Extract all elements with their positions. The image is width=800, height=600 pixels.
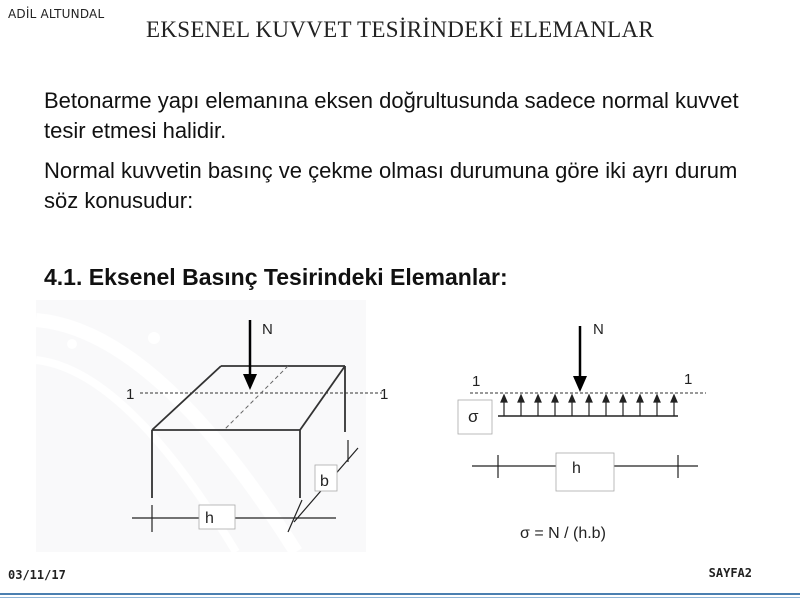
stress-arrow-head: [552, 395, 558, 402]
section-heading: 4.1. Eksenel Basınç Tesirindeki Elemanlar:: [44, 264, 508, 290]
footer-page-number: SAYFA2: [708, 566, 752, 580]
axis-label-right: 1: [684, 371, 693, 388]
stress-arrow-head: [671, 395, 677, 402]
dimension-b-label: b: [320, 473, 329, 490]
stress-arrow-head: [518, 395, 524, 402]
force-label-n: N: [593, 321, 604, 338]
stress-arrow-head: [569, 395, 575, 402]
dimension-h-label: h: [572, 460, 581, 477]
stress-arrows: [501, 395, 677, 416]
slide-title: EKSENEL KUVVET TESİRİNDEKİ ELEMANLAR: [145, 17, 655, 42]
sigma-label: σ: [468, 407, 479, 426]
stress-arrow-head: [535, 395, 541, 402]
stress-arrow-head: [586, 395, 592, 402]
paragraph-definition: Betonarme yapı elemanına eksen doğrultusunda sadece normal kuvvet tesir etmesi halidir.: [44, 88, 739, 143]
figure-axial-element: [36, 300, 389, 552]
stress-arrow-head: [654, 395, 660, 402]
stress-arrow-head: [603, 395, 609, 402]
force-arrow-head: [573, 376, 587, 392]
author-label: ADİL ALTUNDAL: [8, 7, 105, 21]
axis-label-right: 1: [380, 386, 389, 403]
stress-formula: σ = N / (h.b): [520, 525, 606, 542]
stress-arrow-head: [620, 395, 626, 402]
figure-stress-distribution: [450, 300, 720, 550]
dimension-h-label: h: [205, 510, 214, 527]
paragraph-cases: Normal kuvvetin basınç ve çekme olması durumuna göre iki ayrı durum söz konusudur:: [44, 158, 738, 213]
axis-label-left: 1: [126, 386, 135, 403]
force-label-n: N: [262, 321, 273, 338]
dimension-h-box: [556, 453, 614, 491]
stress-arrow-head: [637, 395, 643, 402]
footer-rule: [0, 593, 800, 595]
stress-arrow-head: [501, 395, 507, 402]
footer-date: 03/11/17: [8, 568, 66, 582]
footer-rule-thin: [0, 597, 800, 598]
axis-label-left: 1: [472, 373, 481, 390]
